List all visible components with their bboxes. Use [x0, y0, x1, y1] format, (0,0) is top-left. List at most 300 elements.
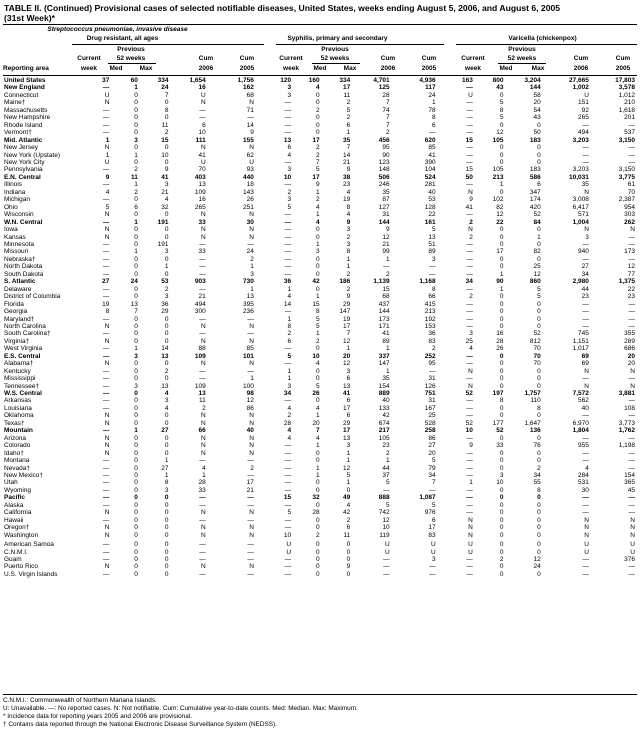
value-cell: — [628, 240, 635, 248]
value-cell: 2 [315, 531, 320, 539]
value-cell: 6,970 [572, 419, 589, 427]
value-cell: N [104, 524, 110, 532]
value-cell: N [249, 412, 254, 420]
value-cell: 60 [130, 77, 138, 84]
reporting-area-cell: Michigan [4, 196, 31, 204]
value-cell: — [284, 218, 292, 226]
value-cell: 213 [492, 173, 504, 181]
value-cell: 24 [246, 248, 254, 256]
value-cell: 34 [533, 472, 541, 480]
table-title-line2: (31st Week)* [4, 13, 55, 23]
value-cell: 23 [343, 181, 351, 189]
value-cell: — [628, 457, 635, 465]
value-cell: 55 [533, 479, 541, 487]
value-cell: 1 [134, 181, 138, 189]
value-cell: 82 [533, 248, 541, 256]
value-cell: 0 [164, 501, 169, 509]
value-cell: 111 [195, 136, 206, 144]
value-cell: 0 [315, 548, 320, 556]
value-cell: — [102, 494, 110, 502]
value-cell: 0 [537, 121, 541, 129]
value-cell: 173 [624, 248, 635, 256]
value-cell: U [630, 541, 635, 549]
value-cell: 395 [243, 300, 254, 308]
value-cell: 0 [499, 255, 504, 263]
value-cell: 812 [529, 337, 541, 345]
value-cell: 456 [378, 136, 390, 144]
value-cell: 25 [465, 337, 473, 345]
value-cell: — [102, 218, 110, 226]
value-cell: 17 [343, 427, 351, 435]
value-cell: 1 [386, 255, 390, 263]
value-cell: 1 [346, 129, 351, 137]
reporting-area-cell: Georgia [4, 308, 28, 316]
value-cell: N [249, 211, 254, 219]
value-cell: 9 [469, 442, 473, 450]
value-cell: 0 [134, 158, 138, 166]
value-cell: — [199, 494, 206, 502]
value-cell: 21 [161, 188, 169, 196]
value-cell: — [466, 449, 473, 457]
value-cell: 31 [428, 397, 436, 405]
value-cell: 8 [346, 248, 351, 256]
value-cell: 3,150 [618, 166, 635, 174]
strep-previous-label: Previous [117, 46, 145, 53]
value-cell: — [628, 509, 635, 517]
value-cell: 0 [315, 563, 320, 571]
syphilis-2005-label: 2005 [421, 65, 437, 72]
value-cell: 0 [499, 263, 504, 271]
value-cell: — [247, 315, 254, 323]
strep-current-label: Current [77, 55, 101, 62]
value-cell: 20 [428, 449, 436, 457]
reporting-area-cell: Pacific [4, 494, 25, 502]
value-cell: 1 [287, 375, 292, 383]
strep-2005-label: 2005 [239, 65, 255, 72]
value-cell: — [284, 563, 292, 571]
value-cell: 4 [287, 404, 292, 412]
value-cell: 1,375 [618, 278, 635, 286]
value-cell: 34 [581, 270, 589, 278]
value-cell: 1 [432, 99, 436, 107]
value-cell: — [102, 121, 110, 129]
value-cell: 33 [198, 218, 206, 226]
value-cell: 0 [134, 106, 138, 114]
value-cell: — [102, 270, 110, 278]
value-cell: — [466, 404, 473, 412]
value-cell: 109 [194, 382, 206, 390]
value-cell: 9 [469, 196, 473, 204]
value-cell: 1,012 [618, 91, 635, 99]
reporting-area-cell: Delaware [4, 285, 32, 293]
value-cell: N [201, 419, 206, 427]
value-cell: 201 [624, 114, 635, 122]
value-cell: — [582, 308, 589, 316]
value-cell: 45 [627, 486, 635, 494]
value-cell: 36 [428, 330, 436, 338]
value-cell: — [582, 563, 589, 571]
value-cell: U [201, 91, 206, 99]
value-cell: 4 [315, 404, 320, 412]
value-cell: 26 [246, 196, 254, 204]
value-cell: 3 [287, 91, 292, 99]
value-cell: 191 [157, 240, 169, 248]
value-cell: 9 [346, 293, 351, 301]
value-cell: 12 [627, 263, 635, 271]
value-cell: 1 [202, 472, 206, 480]
value-cell: — [628, 308, 635, 316]
value-cell: 5 [346, 106, 351, 114]
value-cell: 0 [537, 524, 541, 532]
value-cell: 0 [499, 412, 504, 420]
value-cell: 17 [343, 84, 351, 92]
value-cell: N [630, 367, 635, 375]
value-cell: 54 [533, 106, 541, 114]
reporting-area-cell: W.S. Central [4, 390, 42, 398]
value-cell: 5 [386, 479, 390, 487]
reporting-area-cell: Pennsylvania [4, 166, 43, 174]
value-cell: — [582, 494, 589, 502]
value-cell: 13 [343, 434, 351, 442]
value-cell: 5 [287, 352, 292, 360]
value-cell: 1 [250, 263, 254, 271]
value-cell: 9 [164, 166, 169, 174]
value-cell: 44 [581, 285, 589, 293]
value-cell: N [104, 226, 110, 234]
value-cell: 0 [537, 308, 541, 316]
value-cell: 0 [537, 494, 541, 502]
value-cell: 36 [283, 278, 292, 286]
value-cell: 10 [161, 151, 169, 159]
value-cell: N [201, 226, 206, 234]
value-cell: 4 [315, 203, 320, 211]
value-cell: 7 [134, 308, 138, 316]
value-cell: 147 [339, 308, 351, 316]
value-cell: — [383, 570, 390, 578]
value-cell: N [468, 531, 473, 539]
value-cell: 0 [164, 548, 169, 556]
table-row [3, 556, 637, 563]
value-cell: 7 [386, 99, 390, 107]
table-row [3, 435, 637, 442]
value-cell: 0 [537, 531, 541, 539]
value-cell: — [628, 375, 635, 383]
value-cell: 0 [315, 226, 320, 234]
value-cell: — [102, 84, 110, 92]
value-cell: 210 [624, 99, 635, 107]
value-cell: 0 [315, 375, 320, 383]
value-cell: 1,762 [618, 427, 635, 435]
value-cell: 0 [537, 158, 541, 166]
value-cell: 2 [164, 367, 169, 375]
value-cell: 98 [246, 390, 254, 398]
value-cell: 29 [343, 419, 351, 427]
value-cell: 0 [537, 412, 541, 420]
value-cell: 70 [533, 352, 541, 360]
reporting-area-cell: District of Columbia [4, 293, 61, 301]
reporting-area-cell: Colorado [4, 442, 31, 450]
value-cell: 3 [432, 556, 436, 563]
value-cell: 27 [581, 263, 589, 271]
value-cell: 3 [164, 293, 169, 301]
value-cell: 68 [382, 293, 390, 301]
value-cell: — [582, 449, 589, 457]
value-cell: 262 [624, 218, 635, 226]
table-row [3, 383, 637, 390]
value-cell: 2 [287, 188, 292, 196]
value-cell: 0 [164, 337, 169, 345]
value-cell: — [466, 434, 473, 442]
reporting-area-cell: Indiana [4, 188, 26, 196]
value-cell: 14 [283, 300, 292, 308]
value-cell: 0 [315, 233, 320, 241]
reporting-area-cell: New York City [4, 158, 45, 166]
value-cell: 1,017 [572, 345, 589, 353]
value-cell: — [247, 494, 254, 502]
value-cell: 6 [537, 181, 541, 189]
value-cell: 0 [134, 233, 138, 241]
value-cell: — [102, 315, 110, 323]
value-cell: — [582, 240, 589, 248]
value-cell: 751 [424, 390, 436, 398]
value-cell: 0 [499, 240, 504, 248]
value-cell: U [468, 91, 473, 99]
value-cell: — [284, 516, 292, 524]
value-cell: 0 [134, 337, 138, 345]
value-cell: 105 [492, 166, 504, 174]
value-cell: 3 [164, 248, 169, 256]
value-cell: 1,804 [572, 427, 589, 435]
value-cell: — [199, 556, 206, 563]
value-cell: 11 [198, 397, 206, 405]
table-row [3, 509, 637, 516]
value-cell: 1 [346, 457, 351, 465]
value-cell: 33 [496, 442, 504, 450]
value-cell: 85 [428, 144, 436, 152]
value-cell: U [249, 158, 254, 166]
value-cell: 355 [624, 330, 635, 338]
value-cell: 42 [382, 412, 390, 420]
table-row [3, 532, 637, 539]
reporting-area-cell: C.N.M.I. [4, 548, 28, 556]
region-row [3, 494, 637, 501]
value-cell: 1,757 [524, 390, 541, 398]
value-cell: 3,203 [572, 166, 589, 174]
value-cell: N [584, 531, 589, 539]
syphilis-med-label: Med [313, 65, 327, 72]
table-row [3, 241, 637, 248]
value-cell: 16 [198, 196, 206, 204]
value-cell: — [466, 270, 473, 278]
value-cell: — [247, 501, 254, 509]
value-cell: 0 [164, 570, 169, 578]
value-cell: 1,139 [373, 278, 390, 286]
value-cell: 2 [315, 106, 320, 114]
value-cell: 3 [134, 136, 138, 144]
reporting-area-cell: Massachusetts [4, 106, 48, 114]
value-cell: 186 [339, 278, 351, 286]
value-cell: — [247, 330, 254, 338]
value-cell: 6 [287, 337, 292, 345]
value-cell: 265 [578, 114, 589, 122]
value-cell: N [104, 233, 110, 241]
value-cell: 0 [499, 121, 504, 129]
value-cell: 33 [198, 248, 206, 256]
syphilis-cum2006-label: Cum [380, 55, 396, 62]
value-cell: N [630, 226, 635, 234]
value-cell: 41 [198, 151, 206, 159]
value-cell: 8 [164, 479, 169, 487]
value-cell: 0 [315, 114, 320, 122]
reporting-area-cell: Utah [4, 479, 18, 487]
value-cell: 32 [161, 203, 169, 211]
value-cell: — [199, 240, 206, 248]
value-cell: — [284, 240, 292, 248]
value-cell: 0 [499, 293, 504, 301]
value-cell: 289 [624, 337, 635, 345]
table-row [3, 442, 637, 449]
value-cell: 0 [499, 315, 504, 323]
value-cell: 3,881 [618, 390, 635, 398]
value-cell: N [630, 382, 635, 390]
value-cell: 2,387 [618, 196, 635, 204]
table-row [3, 479, 637, 486]
value-cell: 337 [378, 352, 390, 360]
value-cell: 7 [346, 330, 351, 338]
value-cell: 18 [246, 181, 254, 189]
value-cell: 21 [382, 240, 390, 248]
value-cell: 89 [382, 337, 390, 345]
value-cell: N [104, 563, 110, 571]
value-cell: — [582, 322, 589, 330]
value-cell: 0 [499, 308, 504, 316]
group-varicella-title: Varicella (chickenpox) [508, 35, 577, 42]
reporting-area-cell: Wyoming [4, 486, 32, 494]
value-cell: 11 [343, 531, 351, 539]
varicella-week-label: week [465, 65, 481, 72]
value-cell: 0 [134, 442, 138, 450]
value-cell: — [102, 263, 110, 271]
value-cell: 3 [469, 330, 473, 338]
value-cell: 7 [386, 114, 390, 122]
table-body [3, 77, 637, 578]
value-cell: 35 [382, 375, 390, 383]
value-cell: 376 [624, 556, 635, 563]
value-cell: U [104, 91, 110, 99]
value-cell: 1 [315, 472, 320, 480]
value-cell: 41 [343, 390, 351, 398]
value-cell: — [466, 457, 473, 465]
value-cell: 5 [432, 501, 436, 509]
table-row [3, 345, 637, 352]
value-cell: 70 [198, 166, 206, 174]
reporting-area-cell: New Hampshire [4, 114, 51, 122]
value-cell: 70 [533, 360, 541, 368]
value-cell: N [630, 531, 635, 539]
value-cell: — [383, 556, 390, 563]
value-cell: 8 [499, 397, 504, 405]
value-cell: 0 [315, 345, 320, 353]
strep-week-label: week [81, 65, 97, 72]
value-cell: 1 [386, 367, 390, 375]
value-cell: 1 [134, 427, 138, 435]
value-cell: 1 [287, 285, 292, 293]
value-cell: — [466, 263, 473, 271]
value-cell: — [628, 255, 635, 263]
value-cell: 27 [102, 278, 110, 286]
value-cell: 0 [134, 419, 138, 427]
value-cell: 903 [194, 278, 206, 286]
value-cell: 0 [537, 226, 541, 234]
strep-med-label: Med [109, 65, 123, 72]
value-cell: 8 [315, 308, 320, 316]
value-cell: 5 [499, 99, 504, 107]
value-cell: — [466, 121, 473, 129]
value-cell: — [582, 300, 589, 308]
value-cell: 6 [346, 397, 351, 405]
value-cell: 12 [343, 464, 351, 472]
value-cell: 13 [198, 181, 206, 189]
value-cell: 13 [343, 382, 351, 390]
value-cell: 34 [465, 278, 473, 286]
reporting-area-cell: Louisiana [4, 404, 32, 412]
value-cell: — [102, 375, 110, 383]
value-cell: 29 [161, 308, 169, 316]
reporting-area-cell: Mississippi [4, 375, 36, 383]
value-cell: — [102, 196, 110, 204]
value-cell: 0 [134, 121, 138, 129]
value-cell: 0 [315, 121, 320, 129]
varicella-cum2006-label: Cum [573, 55, 589, 62]
value-cell: 0 [537, 501, 541, 509]
value-cell: 390 [424, 158, 436, 166]
value-cell: 2 [315, 151, 320, 159]
value-cell: 20 [312, 419, 320, 427]
value-cell: — [199, 114, 206, 122]
value-cell: 144 [529, 84, 541, 92]
value-cell: N [104, 412, 110, 420]
value-cell: 0 [134, 524, 138, 532]
value-cell: 5 [315, 166, 320, 174]
region-row [3, 137, 637, 144]
value-cell: 14 [343, 151, 351, 159]
value-cell: 4 [469, 345, 473, 353]
value-cell: — [628, 121, 635, 129]
value-cell: 3 [164, 181, 169, 189]
reporting-area-cell: S. Atlantic [4, 278, 36, 286]
value-cell: 0 [164, 541, 169, 549]
value-cell: 0 [134, 548, 138, 556]
value-cell: — [102, 114, 110, 122]
value-cell: 8 [432, 285, 436, 293]
value-cell: 41 [382, 330, 390, 338]
value-cell: — [284, 106, 292, 114]
reporting-area-cell: California [4, 509, 32, 517]
value-cell: 22 [428, 211, 436, 219]
reporting-area-cell: New Mexico† [4, 472, 44, 480]
value-cell: — [199, 457, 206, 465]
value-cell: — [284, 524, 292, 532]
value-cell: N [201, 99, 206, 107]
value-cell: 0 [164, 211, 169, 219]
value-cell: — [466, 322, 473, 330]
value-cell: — [102, 397, 110, 405]
value-cell: 25 [428, 412, 436, 420]
table-row [3, 152, 637, 159]
value-cell: — [102, 390, 110, 398]
reporting-area-cell: Connecticut [4, 91, 39, 99]
value-cell: 42 [312, 278, 320, 286]
